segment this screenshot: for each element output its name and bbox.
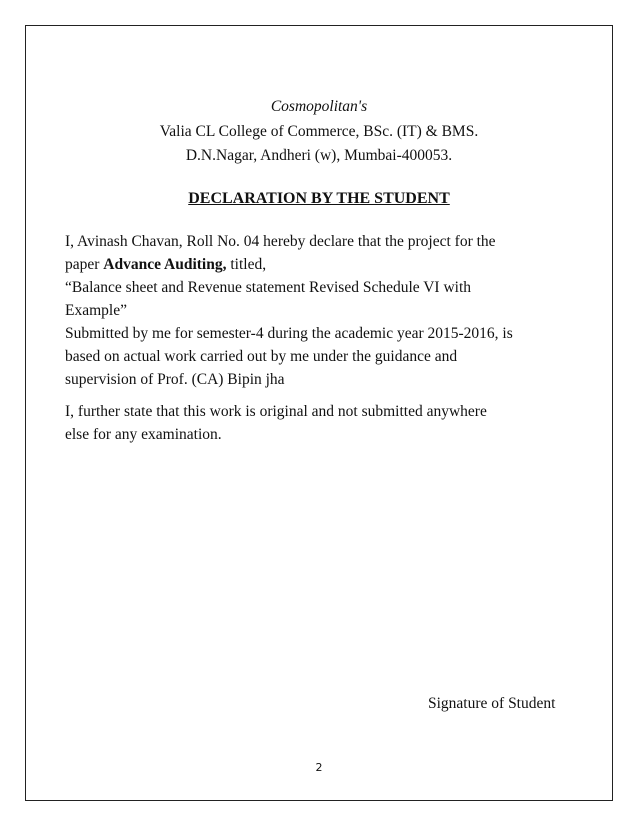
- subject-suffix: titled,: [226, 256, 267, 273]
- statement-line: else for any examination.: [65, 426, 222, 443]
- college-address: D.N.Nagar, Andheri (w), Mumbai-400053.: [185, 147, 453, 164]
- declaration-line: Submitted by me for semester-4 during the academic year 2015-2016, is: [65, 325, 513, 342]
- declaration-title: DECLARATION BY THE STUDENT: [188, 190, 450, 207]
- declaration-line: I, Avinash Chavan, Roll No. 04 hereby declare that the project for the: [65, 233, 496, 250]
- project-title-line: “Balance sheet and Revenue statement Revised Schedule VI with: [65, 279, 472, 296]
- declaration-paragraph: [65, 230, 575, 391]
- subject-name: Advance Auditing,: [103, 256, 227, 273]
- declaration-line: supervision of Prof. (CA) Bipin jha: [65, 371, 285, 388]
- declaration-subject-line: [65, 253, 575, 276]
- declaration-line: based on actual work carried out by me under the guidance and: [65, 348, 458, 365]
- institution-prefix: Cosmopolitan's: [270, 98, 368, 115]
- page-number: 2: [315, 761, 323, 774]
- project-title-line: Example”: [65, 302, 127, 319]
- signature-label: Signature of Student: [428, 695, 556, 712]
- college-name: Valia CL College of Commerce, BSc. (IT) & BMS.: [159, 123, 479, 140]
- subject-prefix: paper: [65, 256, 104, 273]
- originality-statement: [65, 400, 575, 446]
- statement-line: I, further state that this work is original and not submitted anywhere: [65, 403, 487, 420]
